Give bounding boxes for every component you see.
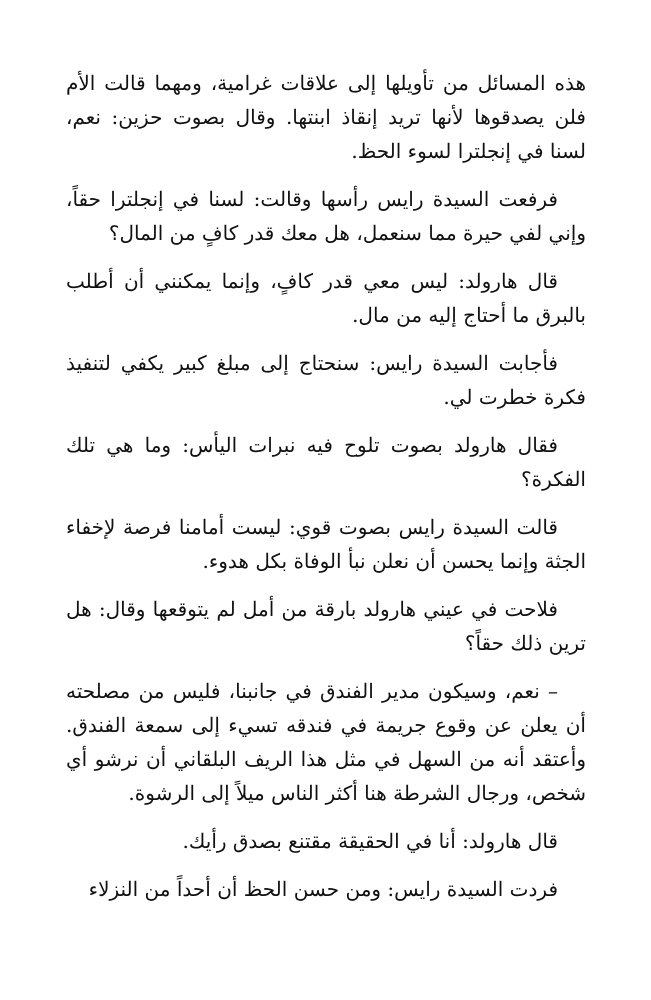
paragraph-7: فلاحت في عيني هارولد بارقة من أمل لم يتوقعها وقال: هل ترين ذلك حقاً؟ — [66, 597, 586, 655]
paragraph-3: قال هارولد: ليس معي قدر كافٍ، وإنما يمكنني أن أطلب بالبرق ما أحتاج إليه من مال. — [66, 269, 586, 327]
paragraph-4: فأجابت السيدة رايس: سنحتاج إلى مبلغ كبير يكفي لتنفيذ فكرة خطرت لي. — [66, 351, 586, 409]
paragraph-9: قال هارولد: أنا في الحقيقة مقتنع بصدق رأيك. — [182, 829, 558, 853]
book-page — [66, 66, 586, 986]
paragraph-1: هذه المسائل من تأويلها إلى علاقات غرامية، ومهما قالت الأم فلن يصدقوها لأنها تريد إنقاذ ابنتها. وقال بصوت حزين: نعم، لسنا في إنجلترا لسوء الحظ. — [66, 71, 586, 163]
paragraph-5: فقال هارولد بصوت تلوح فيه نبرات اليأس: وما هي تلك الفكرة؟ — [66, 433, 586, 491]
paragraph-6: قالت السيدة رايس بصوت قوي: ليست أمامنا فرصة لإخفاء الجثة وإنما يحسن أن نعلن نبأ الوفاة بكل هدوء. — [66, 515, 586, 573]
paragraph-2: فرفعت السيدة رايس رأسها وقالت: لسنا في إنجلترا حقاً، وإني لفي حيرة مما سنعمل، هل معك قدر كافٍ من المال؟ — [66, 187, 586, 245]
paragraph-10: فردت السيدة رايس: ومن حسن الحظ أن أحداً من النزلاء — [88, 877, 558, 901]
paragraph-8: – نعم، وسيكون مدير الفندق في جانبنا، فليس من مصلحته أن يعلن عن وقوع جريمة في فندقه تسيء إلى سمعة الفندق. وأعتقد أنه من السهل في مثل هذا الريف البلقاني أن نرشو أي شخص، ورجال الشرطة هنا أكثر الناس ميلاً إلى الرشوة. — [66, 679, 586, 805]
